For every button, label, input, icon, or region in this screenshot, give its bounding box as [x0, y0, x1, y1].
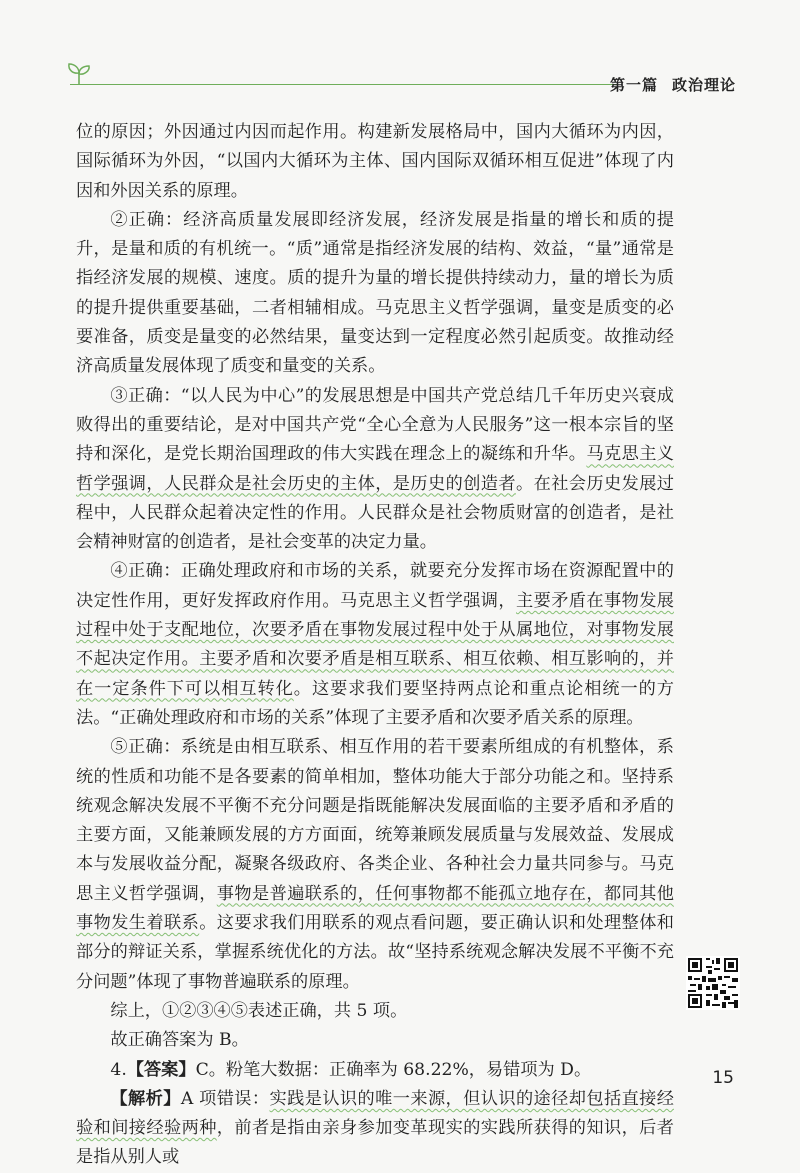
paragraph-3: [76, 382, 674, 558]
analysis-label: 【解析】: [110, 1088, 181, 1109]
analysis-text-b: ，前者是指由亲身参加变革现实的实践所获得的知识，后者是指从别人或: [76, 1118, 674, 1168]
paragraph-4-underline: 主要矛盾在事物发展过程中处于支配地位，次要矛盾在事物发展过程中处于从属地位，对事物发展不起决定作用。主要矛盾和次要矛盾是相互联系、相互依赖、相互影响的，并在一定条件下可以相互转化: [76, 590, 674, 699]
part-label: 第一篇: [609, 76, 658, 94]
paragraph-3-text-a: ③正确：“以人民为中心”的发展思想是中国共产党总结几千年历史兴衰成败得出的重要结论，是对中国共产党“全心全意为人民服务”这一根本宗旨的坚持和深化，是党长期治国理政的伟大实践在理念上的凝练和升华。: [76, 385, 674, 465]
section-label: 政治理论: [671, 76, 736, 94]
page-body: [76, 118, 674, 1173]
paragraph-2: ②正确：经济高质量发展即经济发展，经济发展是指量的增长和质的提升，是量和质的有机统一。“质”通常是指经济发展的结构、效益，“量”通常是指经济发展的规模、速度。质的提升为量的增长提供持续动力，量的增长为质的提升提供重要基础，二者相辅相成。马克思主义哲学强调，量变是质变的必要准备，质变是量变的必然结果，量变达到一定程度必然引起质变。故推动经济高质量发展体现了质变和量变的关系。: [76, 209, 674, 377]
paragraph-4-text-b: 。这要求我们要坚持两点论和重点论相统一的方法。“正确处理政府和市场的关系”体现了主要矛盾和次要矛盾关系的原理。: [76, 678, 674, 728]
paragraph-5: [76, 733, 674, 997]
page-header: [0, 0, 800, 110]
answer-line: 故正确答案为 B。: [110, 1030, 249, 1051]
answer-text: C。粉笔大数据：正确率为 68.22%，易错项为 D。: [195, 1059, 592, 1080]
question-4-answer: [76, 1056, 674, 1085]
paragraph-5-underline: 事物是普遍联系的，任何事物都不能孤立地存在，都同其他事物发生着联系: [76, 883, 674, 934]
paragraph-5-text-b: 。这要求我们用联系的观点看问题，要正确认识和处理整体和部分的辩证关系，掌握系统优化的方法。故“坚持系统观念解决发展不平衡不充分问题”体现了事物普遍联系的原理。: [76, 913, 674, 992]
analysis-underline: 实践是认识的唯一来源，但认识的途径却包括直接经验和间接经验两种: [76, 1088, 674, 1139]
paragraph-3-underline: 马克思主义哲学强调，人民群众是社会历史的主体，是历史的创造者: [76, 444, 674, 494]
paragraph-5-text-a: ⑤正确：系统是由相互联系、相互作用的若干要素所组成的有机整体，系统的性质和功能不是各要素的简单相加，整体功能大于部分功能之和。坚持系统观念解决发展不平衡不充分问题是指既能解决发展面临的主要矛盾和矛盾的主要方面，又能兼顾发展的方方面面，统筹兼顾发展质量与发展效益、发展成本与发展收益分配，凝聚各级政府、各类企业、各种社会力量共同参与。马克思主义哲学强调，: [76, 737, 674, 904]
paragraph-3-text-b: 。在社会历史发展过程中，人民群众起着决定性的作用。人民群众是社会物质财富的创造者，是社会精神财富的创造者，是社会变革的决定力量。: [76, 473, 674, 553]
paragraph-4-text-a: ④正确：正确处理政府和市场的关系，就要充分发挥市场在资源配置中的决定性作用，更好发挥政府作用。马克思主义哲学强调，: [76, 561, 674, 611]
paragraph-4: [76, 557, 674, 733]
answer-label: 【答案】: [126, 1059, 196, 1080]
chapter-title: [610, 74, 736, 95]
paragraph-1: 位的原因；外因通过内因而起作用。构建新发展格局中，国内大循环为内因，国际循环为外因，“以国内大循环为主体、国内国际双循环相互促进”体现了内因和外因关系的原理。: [76, 122, 674, 201]
qr-code-icon: [686, 956, 740, 1010]
analysis-text-a: A 项错误：: [180, 1088, 270, 1109]
page-number: 15: [712, 1068, 734, 1088]
question-4-number: 4.: [110, 1059, 127, 1080]
summary-line: 综上，①②③④⑤表述正确，共 5 项。: [110, 1000, 408, 1021]
analysis-paragraph: [76, 1085, 674, 1173]
header-rule: [70, 84, 618, 85]
